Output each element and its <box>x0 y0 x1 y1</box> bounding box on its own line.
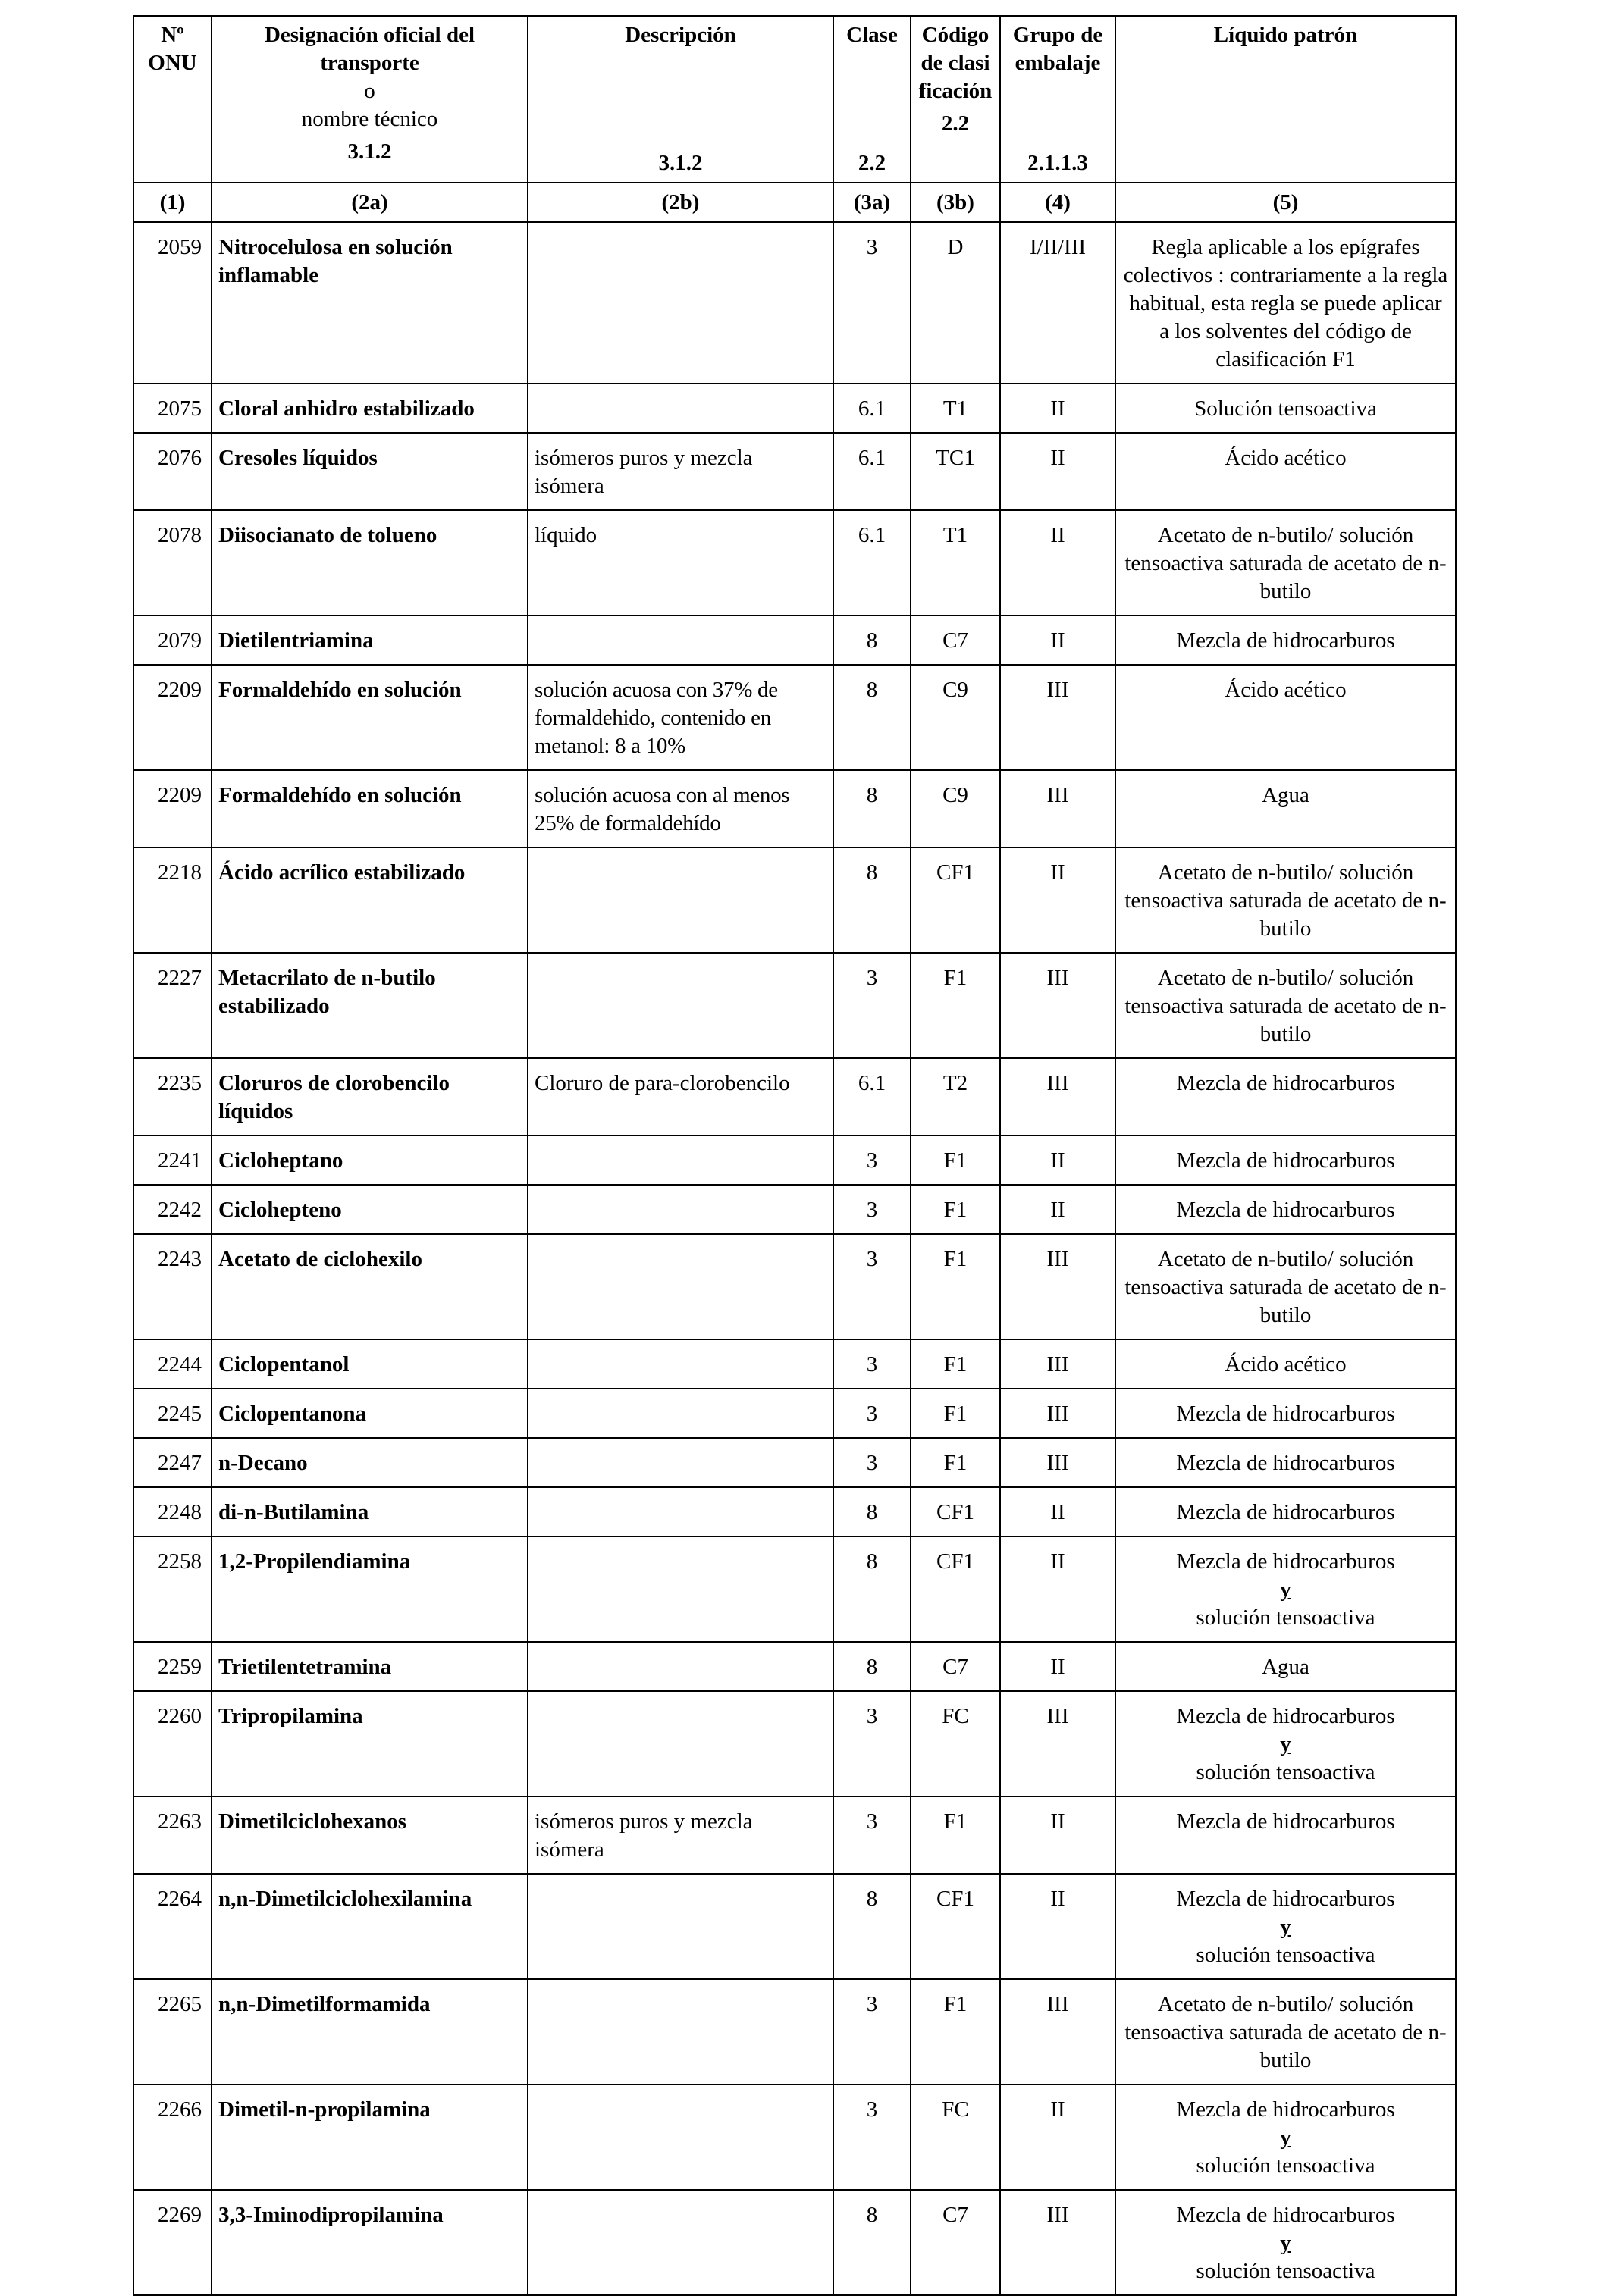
description-cell: solución acuosa con 37% de formaldehido, contenido en metanol: 8 a 10% <box>528 665 833 770</box>
liquid-line: Regla aplicable a los epígrafes colectivos : contrariamente a la regla habitual, esta regla se puede aplicar a los solventes del código de clasificación F1 <box>1123 235 1448 371</box>
un-number-cell: 2244 <box>133 1339 212 1389</box>
table-row <box>133 1058 1456 1135</box>
liquid-line: solución tensoactiva <box>1196 1943 1375 1967</box>
standard-liquid-cell <box>1115 222 1456 384</box>
standard-liquid-cell <box>1115 433 1456 510</box>
shipping-name-cell: Ácido acrílico estabilizado <box>212 847 528 953</box>
header-un <box>133 16 212 183</box>
packing-group-cell: II <box>1000 1536 1115 1642</box>
packing-group-cell: III <box>1000 1691 1115 1796</box>
liquid-conjunction: y <box>1280 1577 1291 1602</box>
packing-group-cell: II <box>1000 2085 1115 2190</box>
class-cell: 8 <box>833 1642 911 1691</box>
un-number-cell: 2076 <box>133 433 212 510</box>
packing-group-cell: III <box>1000 665 1115 770</box>
shipping-name-cell: 1,2-Propilendiamina <box>212 1536 528 1642</box>
un-number-cell: 2079 <box>133 616 212 665</box>
table-row <box>133 1979 1456 2085</box>
class-cell: 8 <box>833 1487 911 1536</box>
packing-group-cell: II <box>1000 510 1115 616</box>
classification-code-cell: CF1 <box>911 1874 1000 1979</box>
classification-code-cell: F1 <box>911 1339 1000 1389</box>
description-cell <box>528 2190 833 2295</box>
table-row <box>133 1339 1456 1389</box>
liquid-line: Ácido acético <box>1225 678 1347 702</box>
liquid-line: Mezcla de hidrocarburos <box>1176 2203 1395 2227</box>
shipping-name-cell: Acetato de ciclohexilo <box>212 1234 528 1339</box>
liquid-line: Acetato de n-butilo/ solución tensoactiva saturada de acetato de n-butilo <box>1124 523 1447 603</box>
un-number-cell: 2059 <box>133 222 212 384</box>
shipping-name-cell: Nitrocelulosa en solución inflamable <box>212 222 528 384</box>
standard-liquid-cell <box>1115 2085 1456 2190</box>
class-cell: 6.1 <box>833 433 911 510</box>
classification-code-cell: D <box>911 222 1000 384</box>
column-number: (3a) <box>833 183 911 222</box>
table-row <box>133 770 1456 847</box>
table-row <box>133 1874 1456 1979</box>
description-cell <box>528 1185 833 1234</box>
column-number: (1) <box>133 183 212 222</box>
shipping-name-cell: Cicloheptano <box>212 1135 528 1185</box>
table-row <box>133 510 1456 616</box>
liquid-line: Mezcla de hidrocarburos <box>1176 1402 1395 1426</box>
class-cell: 3 <box>833 1438 911 1487</box>
shipping-name-cell: Dietilentriamina <box>212 616 528 665</box>
shipping-name-cell: n,n-Dimetilformamida <box>212 1979 528 2085</box>
class-cell: 6.1 <box>833 510 911 616</box>
liquid-line: Mezcla de hidrocarburos <box>1176 1198 1395 1222</box>
header-code-label: Código de clasificación <box>918 23 993 103</box>
un-number-cell: 2247 <box>133 1438 212 1487</box>
standard-liquid-cell <box>1115 384 1456 433</box>
standard-liquid-cell <box>1115 1185 1456 1234</box>
packing-group-cell: III <box>1000 1979 1115 2085</box>
table-row <box>133 953 1456 1058</box>
header-group-label: Grupo de embalaje <box>1012 23 1103 75</box>
un-number-cell: 2242 <box>133 1185 212 1234</box>
description-cell <box>528 847 833 953</box>
description-cell <box>528 1339 833 1389</box>
header-name-label: Designación oficial del transporte <box>264 23 475 75</box>
class-cell: 3 <box>833 1234 911 1339</box>
packing-group-cell: III <box>1000 953 1115 1058</box>
class-cell: 8 <box>833 616 911 665</box>
column-number: (3b) <box>911 183 1000 222</box>
class-cell: 3 <box>833 1185 911 1234</box>
class-cell: 3 <box>833 1135 911 1185</box>
header-class <box>833 16 911 183</box>
table-row <box>133 1185 1456 1234</box>
description-cell <box>528 1135 833 1185</box>
liquid-line: Mezcla de hidrocarburos <box>1176 1887 1395 1911</box>
packing-group-cell: III <box>1000 1389 1115 1438</box>
liquid-line: Ácido acético <box>1225 446 1347 470</box>
header-name-ref: 3.1.2 <box>347 139 392 164</box>
shipping-name-cell: Diisocianato de tolueno <box>212 510 528 616</box>
liquid-line: Ácido acético <box>1225 1352 1347 1377</box>
standard-liquid-cell <box>1115 1642 1456 1691</box>
class-cell: 8 <box>833 665 911 770</box>
packing-group-cell: II <box>1000 847 1115 953</box>
description-cell: isómeros puros y mezcla isómera <box>528 433 833 510</box>
shipping-name-cell: Cresoles líquidos <box>212 433 528 510</box>
shipping-name-cell: Metacrilato de n-butilo estabilizado <box>212 953 528 1058</box>
classification-code-cell: CF1 <box>911 1536 1000 1642</box>
description-cell: Cloruro de para-clorobencilo <box>528 1058 833 1135</box>
classification-code-cell: F1 <box>911 1135 1000 1185</box>
un-number-cell: 2259 <box>133 1642 212 1691</box>
packing-group-cell: I/II/III <box>1000 222 1115 384</box>
packing-group-cell: II <box>1000 1874 1115 1979</box>
standard-liquid-cell <box>1115 510 1456 616</box>
packing-group-cell: II <box>1000 1642 1115 1691</box>
description-cell <box>528 2085 833 2190</box>
classification-code-cell: T2 <box>911 1058 1000 1135</box>
standard-liquid-cell <box>1115 1691 1456 1796</box>
column-number: (2a) <box>212 183 528 222</box>
header-group-ref: 2.1.1.3 <box>1027 151 1088 175</box>
shipping-name-cell: Ciclopentanol <box>212 1339 528 1389</box>
classification-code-cell: C9 <box>911 665 1000 770</box>
liquid-line: Solución tensoactiva <box>1194 396 1377 421</box>
liquid-line: solución tensoactiva <box>1196 1605 1375 1630</box>
un-number-cell: 2218 <box>133 847 212 953</box>
classification-code-cell: F1 <box>911 1185 1000 1234</box>
description-cell <box>528 384 833 433</box>
packing-group-cell: II <box>1000 1796 1115 1874</box>
table-row <box>133 2190 1456 2295</box>
liquid-conjunction: y <box>1280 1732 1291 1756</box>
table-row <box>133 1487 1456 1536</box>
un-number-cell: 2265 <box>133 1979 212 2085</box>
class-cell: 8 <box>833 770 911 847</box>
header-un-label: Nº ONU <box>148 23 197 75</box>
shipping-name-cell: Formaldehído en solución <box>212 770 528 847</box>
standard-liquid-cell <box>1115 1438 1456 1487</box>
shipping-name-cell: 3,3-Iminodipropilamina <box>212 2190 528 2295</box>
classification-code-cell: T1 <box>911 510 1000 616</box>
class-cell: 3 <box>833 1691 911 1796</box>
liquid-line: Mezcla de hidrocarburos <box>1176 1809 1395 1834</box>
table-row <box>133 616 1456 665</box>
liquid-line: Mezcla de hidrocarburos <box>1176 1704 1395 1728</box>
un-number-cell: 2260 <box>133 1691 212 1796</box>
standard-liquid-cell <box>1115 1135 1456 1185</box>
liquid-line: Acetato de n-butilo/ solución tensoactiva saturada de acetato de n-butilo <box>1124 1247 1447 1327</box>
standard-liquid-cell <box>1115 770 1456 847</box>
packing-group-cell: II <box>1000 1185 1115 1234</box>
classification-code-cell: FC <box>911 1691 1000 1796</box>
header-group <box>1000 16 1115 183</box>
packing-group-cell: III <box>1000 1234 1115 1339</box>
table-row <box>133 1642 1456 1691</box>
classification-code-cell: F1 <box>911 1234 1000 1339</box>
header-code <box>911 16 1000 183</box>
class-cell: 8 <box>833 2190 911 2295</box>
header-name <box>212 16 528 183</box>
description-cell: isómeros puros y mezcla isómera <box>528 1796 833 1874</box>
shipping-name-cell: n-Decano <box>212 1438 528 1487</box>
table-row <box>133 1135 1456 1185</box>
liquid-line: Mezcla de hidrocarburos <box>1176 1148 1395 1173</box>
standard-liquid-cell <box>1115 1339 1456 1389</box>
classification-code-cell: FC <box>911 2085 1000 2190</box>
un-number-cell: 2263 <box>133 1796 212 1874</box>
shipping-name-cell: Trietilentetramina <box>212 1642 528 1691</box>
un-number-cell: 2258 <box>133 1536 212 1642</box>
liquid-conjunction: y <box>1280 1915 1291 1939</box>
liquid-line: solución tensoactiva <box>1196 2259 1375 2283</box>
packing-group-cell: II <box>1000 384 1115 433</box>
class-cell: 6.1 <box>833 1058 911 1135</box>
classification-code-cell: F1 <box>911 1438 1000 1487</box>
un-number-cell: 2078 <box>133 510 212 616</box>
classification-code-cell: T1 <box>911 384 1000 433</box>
class-cell: 8 <box>833 1874 911 1979</box>
un-number-cell: 2209 <box>133 665 212 770</box>
un-number-cell: 2264 <box>133 1874 212 1979</box>
shipping-name-cell: Cloruros de clorobencilo líquidos <box>212 1058 528 1135</box>
packing-group-cell: II <box>1000 433 1115 510</box>
class-cell: 3 <box>833 953 911 1058</box>
liquid-line: Mezcla de hidrocarburos <box>1176 1500 1395 1524</box>
un-number-cell: 2235 <box>133 1058 212 1135</box>
description-cell <box>528 953 833 1058</box>
table-row <box>133 1438 1456 1487</box>
un-number-cell: 2269 <box>133 2190 212 2295</box>
packing-group-cell: III <box>1000 770 1115 847</box>
description-cell <box>528 1642 833 1691</box>
header-code-ref: 2.2 <box>941 111 970 136</box>
standard-liquid-cell <box>1115 2190 1456 2295</box>
class-cell: 8 <box>833 847 911 953</box>
classification-code-cell: CF1 <box>911 847 1000 953</box>
table-row <box>133 1691 1456 1796</box>
liquid-line: solución tensoactiva <box>1196 2153 1375 2178</box>
header-name-technical: nombre técnico <box>301 107 438 131</box>
class-cell: 3 <box>833 2085 911 2190</box>
class-cell: 3 <box>833 1339 911 1389</box>
classification-code-cell: F1 <box>911 1979 1000 2085</box>
standard-liquid-cell <box>1115 1796 1456 1874</box>
shipping-name-cell: Tripropilamina <box>212 1691 528 1796</box>
header-row <box>133 16 1456 183</box>
classification-code-cell: C7 <box>911 1642 1000 1691</box>
un-number-cell: 2227 <box>133 953 212 1058</box>
column-number: (5) <box>1115 183 1456 222</box>
liquid-line: Agua <box>1262 783 1309 807</box>
table-row <box>133 1389 1456 1438</box>
standard-liquid-cell <box>1115 953 1456 1058</box>
table-row <box>133 665 1456 770</box>
standard-liquid-cell <box>1115 847 1456 953</box>
liquid-line: Acetato de n-butilo/ solución tensoactiva saturada de acetato de n-butilo <box>1124 1992 1447 2072</box>
description-cell: líquido <box>528 510 833 616</box>
standard-liquid-cell <box>1115 1536 1456 1642</box>
header-class-ref: 2.2 <box>858 151 886 175</box>
liquid-line: Mezcla de hidrocarburos <box>1176 1451 1395 1475</box>
shipping-name-cell: Ciclohepteno <box>212 1185 528 1234</box>
standard-liquid-cell <box>1115 1389 1456 1438</box>
description-cell <box>528 616 833 665</box>
description-cell <box>528 1389 833 1438</box>
un-number-cell: 2248 <box>133 1487 212 1536</box>
classification-code-cell: C7 <box>911 2190 1000 2295</box>
standard-liquid-cell <box>1115 1874 1456 1979</box>
header-liquid <box>1115 16 1456 183</box>
dangerous-goods-table <box>133 15 1457 2296</box>
liquid-line: Acetato de n-butilo/ solución tensoactiva saturada de acetato de n-butilo <box>1124 860 1447 941</box>
un-number-cell: 2075 <box>133 384 212 433</box>
table-row <box>133 1536 1456 1642</box>
table-row <box>133 847 1456 953</box>
un-number-cell: 2266 <box>133 2085 212 2190</box>
table-body <box>133 222 1456 2295</box>
standard-liquid-cell <box>1115 1234 1456 1339</box>
header-liquid-label: Líquido patrón <box>1213 23 1358 47</box>
description-cell <box>528 1234 833 1339</box>
description-cell <box>528 1536 833 1642</box>
un-number-cell: 2241 <box>133 1135 212 1185</box>
table-row <box>133 222 1456 384</box>
standard-liquid-cell <box>1115 1487 1456 1536</box>
class-cell: 8 <box>833 1536 911 1642</box>
shipping-name-cell: Dimetil-n-propilamina <box>212 2085 528 2190</box>
shipping-name-cell: Ciclopentanona <box>212 1389 528 1438</box>
packing-group-cell: III <box>1000 1438 1115 1487</box>
liquid-line: Mezcla de hidrocarburos <box>1176 1549 1395 1574</box>
shipping-name-cell: Dimetilciclohexanos <box>212 1796 528 1874</box>
standard-liquid-cell <box>1115 1058 1456 1135</box>
header-class-label: Clase <box>846 23 898 47</box>
packing-group-cell: II <box>1000 1487 1115 1536</box>
table-row <box>133 433 1456 510</box>
description-cell <box>528 1691 833 1796</box>
table-row <box>133 2085 1456 2190</box>
packing-group-cell: II <box>1000 1135 1115 1185</box>
classification-code-cell: C9 <box>911 770 1000 847</box>
class-cell: 3 <box>833 222 911 384</box>
table-row <box>133 1796 1456 1874</box>
column-number: (4) <box>1000 183 1115 222</box>
liquid-line: solución tensoactiva <box>1196 1760 1375 1784</box>
liquid-conjunction: y <box>1280 2125 1291 2150</box>
liquid-line: Mezcla de hidrocarburos <box>1176 2097 1395 2122</box>
liquid-line: Acetato de n-butilo/ solución tensoactiva saturada de acetato de n-butilo <box>1124 966 1447 1046</box>
class-cell: 3 <box>833 1389 911 1438</box>
header-description <box>528 16 833 183</box>
class-cell: 3 <box>833 1979 911 2085</box>
packing-group-cell: III <box>1000 2190 1115 2295</box>
classification-code-cell: F1 <box>911 1796 1000 1874</box>
header-name-or: o <box>364 79 375 103</box>
header-description-label: Descripción <box>625 23 736 47</box>
class-cell: 6.1 <box>833 384 911 433</box>
classification-code-cell: CF1 <box>911 1487 1000 1536</box>
un-number-cell: 2243 <box>133 1234 212 1339</box>
table-row <box>133 1234 1456 1339</box>
liquid-line: Mezcla de hidrocarburos <box>1176 1071 1395 1095</box>
shipping-name-cell: Cloral anhidro estabilizado <box>212 384 528 433</box>
description-cell: solución acuosa con al menos 25% de formaldehído <box>528 770 833 847</box>
classification-code-cell: C7 <box>911 616 1000 665</box>
description-cell <box>528 1979 833 2085</box>
description-cell <box>528 1874 833 1979</box>
classification-code-cell: TC1 <box>911 433 1000 510</box>
shipping-name-cell: Formaldehído en solución <box>212 665 528 770</box>
classification-code-cell: F1 <box>911 1389 1000 1438</box>
un-number-cell: 2209 <box>133 770 212 847</box>
standard-liquid-cell <box>1115 665 1456 770</box>
standard-liquid-cell <box>1115 1979 1456 2085</box>
shipping-name-cell: di-n-Butilamina <box>212 1487 528 1536</box>
un-number-cell: 2245 <box>133 1389 212 1438</box>
column-number-row <box>133 183 1456 222</box>
packing-group-cell: III <box>1000 1339 1115 1389</box>
description-cell <box>528 1438 833 1487</box>
header-description-ref: 3.1.2 <box>658 151 703 175</box>
packing-group-cell: III <box>1000 1058 1115 1135</box>
description-cell <box>528 222 833 384</box>
table-row <box>133 384 1456 433</box>
liquid-line: Agua <box>1262 1655 1309 1679</box>
class-cell: 3 <box>833 1796 911 1874</box>
standard-liquid-cell <box>1115 616 1456 665</box>
description-cell <box>528 1487 833 1536</box>
liquid-line: Mezcla de hidrocarburos <box>1176 628 1395 653</box>
column-number: (2b) <box>528 183 833 222</box>
liquid-conjunction: y <box>1280 2231 1291 2255</box>
shipping-name-cell: n,n-Dimetilciclohexilamina <box>212 1874 528 1979</box>
packing-group-cell: II <box>1000 616 1115 665</box>
classification-code-cell: F1 <box>911 953 1000 1058</box>
